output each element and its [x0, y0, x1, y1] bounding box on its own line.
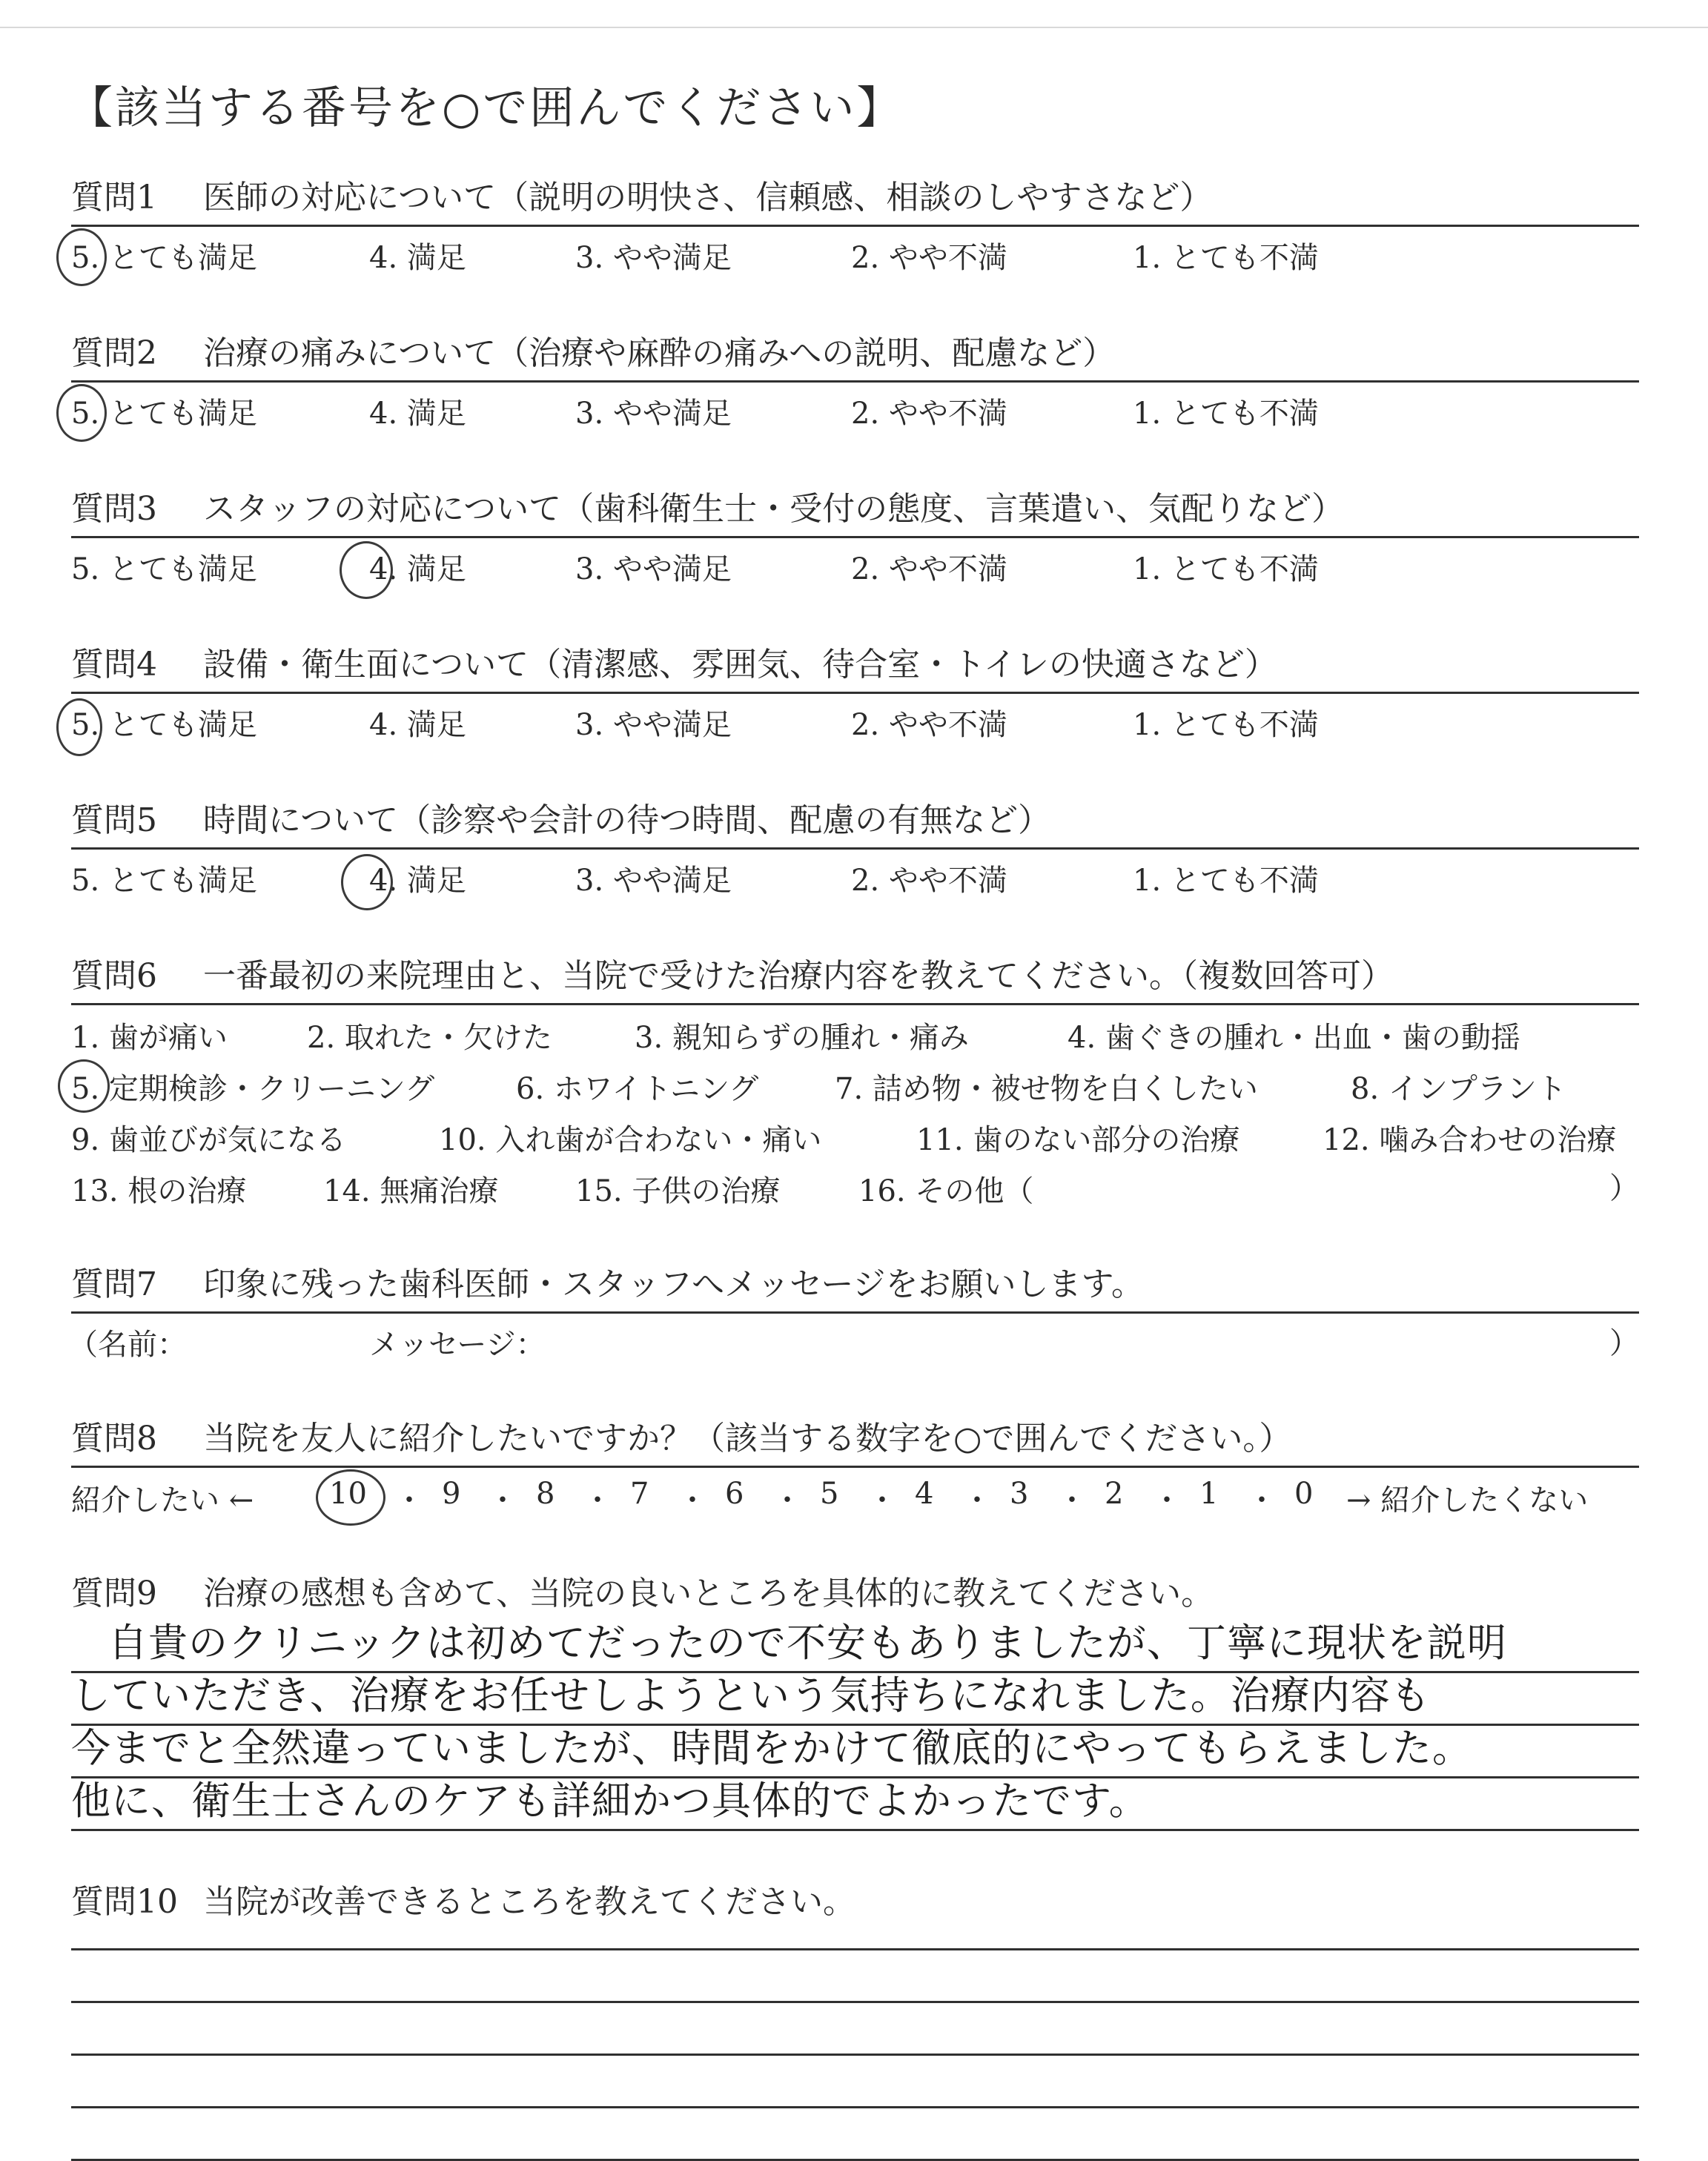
- option-3[interactable]: 3. やや満足: [575, 708, 732, 742]
- q6-option-9[interactable]: 9. 歯並びが気になる: [71, 1123, 346, 1157]
- question-7: [68, 1258, 1639, 1363]
- answer-line[interactable]: [71, 1950, 1639, 2003]
- scale-1[interactable]: 1: [1199, 1477, 1219, 1511]
- q7-close-paren: ）: [1609, 1326, 1639, 1360]
- q6-option-13[interactable]: 13. 根の治療: [71, 1174, 247, 1208]
- question-6: [71, 950, 1639, 1210]
- option-5[interactable]: 5. とても満足: [71, 241, 257, 275]
- q6-option-2[interactable]: 2. 取れた・欠けた: [307, 1021, 552, 1055]
- q6-option-1[interactable]: 1. 歯が痛い: [71, 1021, 228, 1055]
- scale-sep: ・: [583, 1483, 612, 1518]
- question-text: 一番最初の来院理由と、当院で受けた治療内容を教えてください。（複数回答可）: [203, 957, 1394, 995]
- question-text: 治療の感想も含めて、当院の良いところを具体的に教えてください。: [203, 1575, 1214, 1612]
- option-5[interactable]: 5. とても満足: [71, 708, 257, 742]
- option-4[interactable]: 4. 満足: [369, 552, 466, 586]
- option-2[interactable]: 2. やや不満: [851, 397, 1007, 431]
- question-text: 治療の痛みについて（治療や麻酔の痛みへの説明、配慮など）: [203, 334, 1116, 372]
- scale-sep: ・: [678, 1483, 707, 1518]
- question-number: 質問4: [71, 646, 157, 684]
- option-1[interactable]: 1. とても不満: [1133, 708, 1319, 742]
- question-3-title: [71, 483, 1639, 538]
- question-4-title: [71, 638, 1639, 694]
- option-4[interactable]: 4. 満足: [369, 708, 466, 742]
- option-1[interactable]: 1. とても不満: [1133, 397, 1319, 431]
- scale-sep: ・: [1247, 1483, 1277, 1518]
- message-label: メッセージ：: [369, 1328, 546, 1362]
- rating-options: [71, 227, 1639, 276]
- scale-left-label: 紹介したい ←: [71, 1483, 254, 1518]
- question-number: 質問9: [71, 1575, 157, 1612]
- rating-options: [71, 383, 1639, 431]
- q6-option-11[interactable]: 11. 歯のない部分の治療: [916, 1123, 1240, 1157]
- option-2[interactable]: 2. やや不満: [851, 552, 1007, 586]
- question-number: 質問7: [71, 1265, 157, 1303]
- scale-8[interactable]: 8: [536, 1477, 555, 1511]
- scale-6[interactable]: 6: [725, 1477, 744, 1511]
- question-text: 印象に残った歯科医師・スタッフへメッセージをお願いします。: [203, 1265, 1144, 1303]
- q6-option-6[interactable]: 6. ホワイトニング: [516, 1072, 759, 1106]
- answer-line[interactable]: [71, 2056, 1639, 2108]
- question-5-title: [71, 794, 1639, 850]
- question-1-title: [71, 171, 1639, 227]
- question-8-title: [71, 1412, 1639, 1468]
- question-text: 当院が改善できるところを教えてください。: [203, 1883, 855, 1921]
- answer-line[interactable]: [71, 2003, 1639, 2056]
- question-number: 質問8: [71, 1420, 157, 1457]
- q6-option-4[interactable]: 4. 歯ぐきの腫れ・出血・歯の動揺: [1068, 1021, 1520, 1055]
- q7-fields: [68, 1314, 1639, 1363]
- question-number: 質問3: [71, 490, 157, 528]
- q6-row-1: [71, 1005, 1639, 1056]
- scale-9[interactable]: 9: [442, 1477, 461, 1511]
- question-number: 質問2: [71, 334, 157, 372]
- scale-sep: ・: [1057, 1483, 1087, 1518]
- handwritten-answer-line-1: 自貴のクリニックは初めてだったので不安もありましたが、丁寧に現状を説明: [108, 1621, 1507, 1666]
- q6-option-12[interactable]: 12. 噛み合わせの治療: [1323, 1123, 1617, 1157]
- option-2[interactable]: 2. やや不満: [851, 864, 1007, 898]
- q6-option-5[interactable]: 5. 定期検診・クリーニング: [71, 1072, 435, 1106]
- option-3[interactable]: 3. やや満足: [575, 241, 732, 275]
- scan-edge-line: [0, 27, 1708, 28]
- question-10: [71, 1876, 1639, 2161]
- answer-line[interactable]: [71, 1929, 1639, 1950]
- q6-option-7[interactable]: 7. 詰め物・被せ物を白くしたい: [835, 1072, 1258, 1106]
- scale-sep: ・: [962, 1483, 992, 1518]
- scale-4[interactable]: 4: [915, 1477, 934, 1511]
- q6-option-15[interactable]: 15. 子供の治療: [575, 1174, 781, 1208]
- q6-row-2: [71, 1056, 1639, 1108]
- option-5[interactable]: 5. とても満足: [71, 864, 257, 898]
- question-number: 質問6: [71, 957, 157, 995]
- scale-2[interactable]: 2: [1105, 1477, 1124, 1511]
- question-text: 時間について（診察や会計の待つ時間、配慮の有無など）: [203, 801, 1051, 839]
- option-3[interactable]: 3. やや満足: [575, 397, 732, 431]
- question-text: 医師の対応について（説明の明快さ、信頼感、相談のしやすさなど）: [203, 179, 1213, 216]
- option-4[interactable]: 4. 満足: [369, 864, 466, 898]
- scale-5[interactable]: 5: [820, 1477, 839, 1511]
- question-8: [71, 1412, 1639, 1520]
- q6-option-8[interactable]: 8. インプラント: [1351, 1072, 1566, 1106]
- scale-sep: ・: [1152, 1483, 1182, 1518]
- q6-close-paren: ）: [1609, 1171, 1639, 1205]
- question-2: [71, 327, 1639, 431]
- option-1[interactable]: 1. とても不満: [1133, 864, 1319, 898]
- scale-sep: ・: [867, 1483, 897, 1518]
- page-heading: 【該当する番号を○で囲んでください】: [68, 82, 904, 134]
- question-5: [71, 794, 1639, 899]
- option-4[interactable]: 4. 満足: [369, 397, 466, 431]
- question-3: [71, 483, 1639, 587]
- rating-options: [71, 850, 1639, 899]
- question-text: 当院を友人に紹介したいですか？（該当する数字を○で囲んでください。）: [203, 1420, 1292, 1457]
- scale-sep: ・: [394, 1483, 424, 1518]
- q6-option-16[interactable]: 16. その他（: [858, 1174, 1034, 1208]
- q6-row-4: [71, 1159, 1639, 1210]
- q6-option-14[interactable]: 14. 無痛治療: [323, 1174, 499, 1208]
- q6-option-10[interactable]: 10. 入れ歯が合わない・痛い: [439, 1123, 822, 1157]
- q6-option-3[interactable]: 3. 親知らずの腫れ・痛み: [635, 1021, 969, 1055]
- scale-3[interactable]: 3: [1010, 1477, 1029, 1511]
- question-text: 設備・衛生面について（清潔感、雰囲気、待合室・トイレの快適さなど）: [203, 646, 1277, 684]
- scale-10[interactable]: 10: [329, 1477, 367, 1511]
- question-7-title: [71, 1258, 1639, 1314]
- handwritten-answer-line-3: 今までと全然違っていましたが、時間をかけて徹底的にやってもらえました。: [71, 1726, 1472, 1771]
- question-number: 質問10: [71, 1883, 178, 1921]
- handwritten-answer-line-2: していただき、治療をお任せしようという気持ちになれました。治療内容も: [71, 1673, 1431, 1718]
- question-6-title: [71, 950, 1639, 1005]
- question-9: [71, 1567, 1639, 1831]
- question-4: [71, 638, 1639, 743]
- handwritten-answer-line-4: 他に、衛生士さんのケアも詳細かつ具体的でよかったです。: [71, 1778, 1149, 1824]
- option-3[interactable]: 3. やや満足: [575, 552, 732, 586]
- question-text: スタッフの対応について（歯科衛生士・受付の態度、言葉遣い、気配りなど）: [203, 490, 1345, 528]
- option-2[interactable]: 2. やや不満: [851, 241, 1007, 275]
- q6-row-3: [71, 1108, 1639, 1159]
- scale-sep: ・: [772, 1483, 802, 1518]
- answer-line[interactable]: [71, 2108, 1639, 2161]
- option-5[interactable]: 5. とても満足: [71, 552, 257, 586]
- answer-line: [71, 1778, 1639, 1831]
- option-2[interactable]: 2. やや不満: [851, 708, 1007, 742]
- scale-0[interactable]: 0: [1294, 1477, 1314, 1511]
- rating-options: [71, 538, 1639, 587]
- option-5[interactable]: 5. とても満足: [71, 397, 257, 431]
- question-10-title: [71, 1876, 1639, 1929]
- option-4[interactable]: 4. 満足: [369, 241, 466, 275]
- question-2-title: [71, 327, 1639, 383]
- referral-scale: [71, 1468, 1639, 1520]
- rating-options: [71, 694, 1639, 743]
- option-1[interactable]: 1. とても不満: [1133, 552, 1319, 586]
- name-label: （名前：: [68, 1328, 187, 1362]
- option-1[interactable]: 1. とても不満: [1133, 241, 1319, 275]
- question-1: [71, 171, 1639, 276]
- question-number: 質問1: [71, 179, 157, 216]
- option-3[interactable]: 3. やや満足: [575, 864, 732, 898]
- scale-sep: ・: [488, 1483, 517, 1518]
- scale-right-label: → 紹介したくない: [1346, 1483, 1589, 1518]
- scale-7[interactable]: 7: [630, 1477, 649, 1511]
- question-number: 質問5: [71, 801, 157, 839]
